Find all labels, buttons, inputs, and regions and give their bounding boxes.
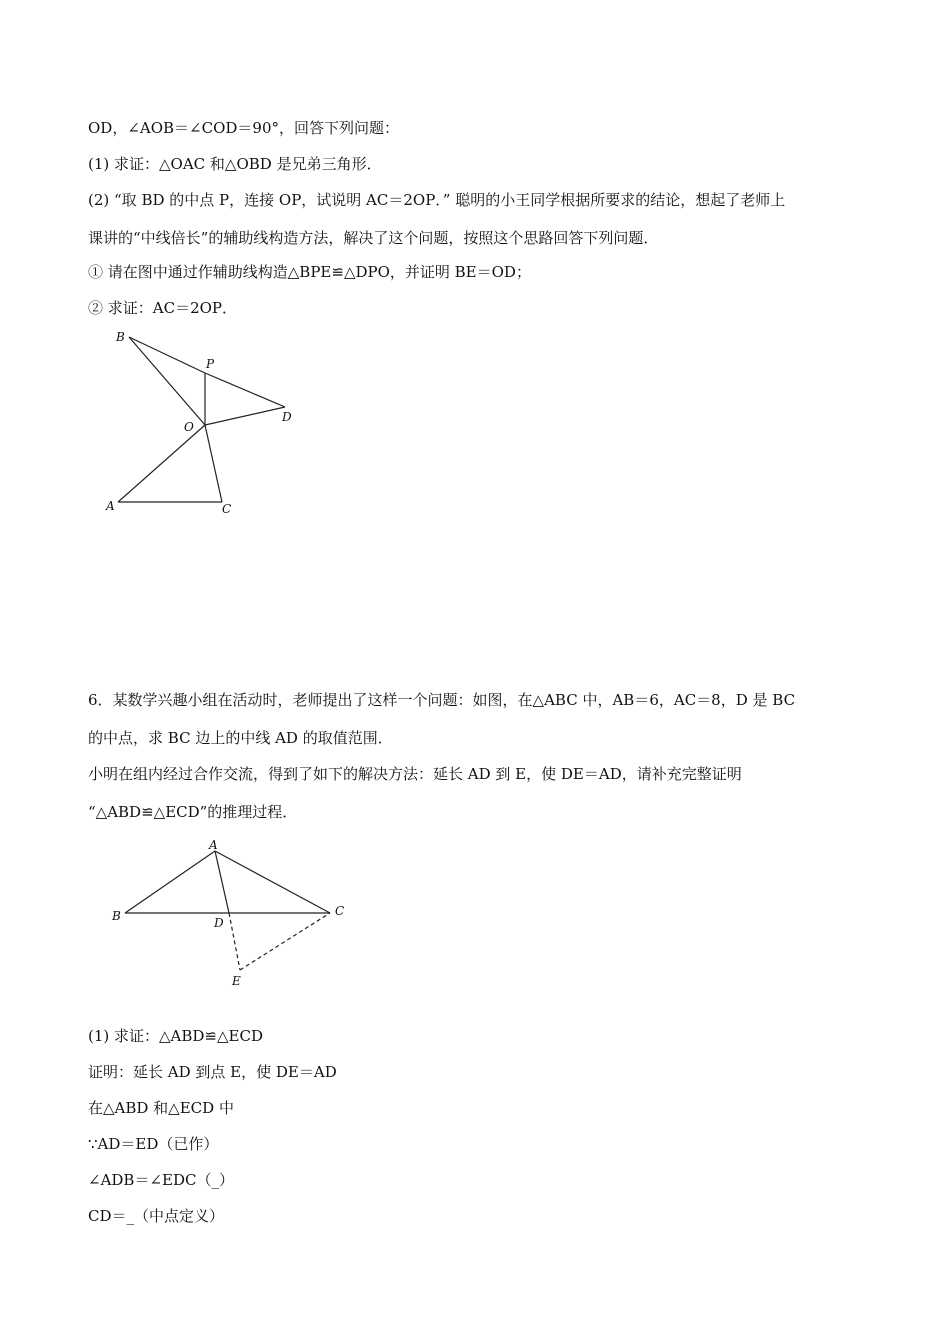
segment-bp	[129, 337, 205, 373]
segment-bo	[129, 337, 205, 425]
p5-line-2: (1) 求证：△OAC 和△OBD 是兄弟三角形．	[88, 155, 382, 173]
segment-oa	[118, 425, 205, 502]
proof-line-6: CD＝_（中点定义）	[88, 1207, 225, 1225]
proof-line-1: (1) 求证：△ABD≌△ECD	[88, 1027, 263, 1045]
label-a-2: A	[209, 838, 218, 852]
segment-ab	[125, 851, 215, 913]
segment-ad	[215, 851, 229, 913]
segment-ec-dashed	[240, 913, 330, 970]
proof-line-2: 证明：延长 AD 到点 E，使 DE＝AD	[88, 1063, 337, 1081]
segment-ac-2	[215, 851, 330, 913]
p5-line-4: 课讲的“中线倍长”的辅助线构造方法，解决了这个问题，按照这个思路回答下列问题．	[88, 229, 659, 247]
label-a: A	[106, 499, 115, 513]
label-d: D	[282, 410, 292, 424]
label-e: E	[232, 974, 241, 988]
p5-line-3: (2) “取 BD 的中点 P，连接 OP，试说明 AC＝2OP．” 聪明的小王同学根据所要求的结论，想起了老师上	[88, 191, 786, 209]
label-o: O	[184, 420, 194, 434]
p5-line-1: OD，∠AOB＝∠COD＝90°，回答下列问题：	[88, 119, 400, 137]
proof-line-4: ∵AD＝ED（已作）	[88, 1135, 219, 1153]
label-b: B	[116, 330, 125, 344]
p5-line-6: ② 求证：AC＝2OP．	[88, 299, 238, 317]
p6-line-4: “△ABD≌△ECD”的推理过程．	[88, 803, 298, 821]
p6-line-1: 6．某数学兴趣小组在活动时，老师提出了这样一个问题：如图，在△ABC 中，AB＝6，AC＝8，D 是 BC	[88, 691, 796, 709]
label-c-2: C	[335, 904, 345, 918]
segment-de-dashed	[229, 913, 240, 970]
proof-line-5: ∠ADB＝∠EDC（_）	[88, 1171, 234, 1189]
segment-oc	[205, 425, 222, 502]
label-d-2: D	[214, 916, 224, 930]
p5-line-5: ① 请在图中通过作辅助线构造△BPE≌△DPO，并证明 BE＝OD；	[88, 263, 531, 281]
label-b-2: B	[112, 909, 121, 923]
proof-line-3: 在△ABD 和△ECD 中	[88, 1099, 234, 1117]
p6-line-3: 小明在组内经过合作交流，得到了如下的解决方法：延长 AD 到 E，使 DE＝AD，请补充完整证明	[88, 765, 742, 783]
segment-od	[205, 407, 285, 425]
segment-pd	[205, 373, 285, 407]
label-c: C	[222, 502, 232, 516]
p6-line-2: 的中点，求 BC 边上的中线 AD 的取值范围．	[88, 729, 393, 747]
label-p: P	[206, 357, 215, 371]
